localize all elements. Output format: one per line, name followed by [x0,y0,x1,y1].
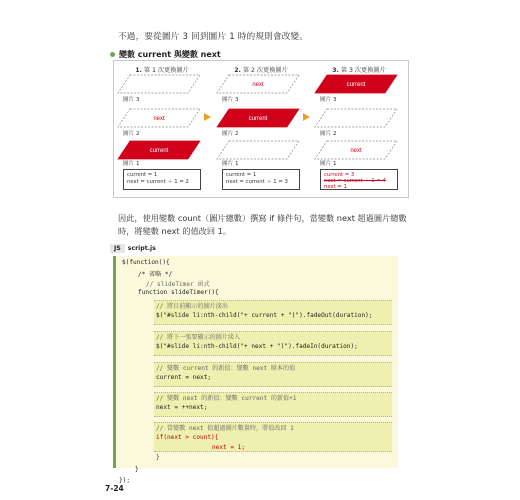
plane-label: 圖片 3 [123,97,140,103]
plane-label: 圖片 2 [320,131,337,137]
state-box: current = 3 next = current ＋ 1 = 4 next = 1 [320,169,398,190]
plane-label: 圖片 1 [320,161,337,167]
code-line: } [156,454,160,461]
code-block [113,256,398,468]
plane-label: 圖片 3 [320,97,337,103]
file-name: script.js [127,244,156,252]
code-line: next = ++next; [156,404,208,411]
column-title: 3. 第 3 次更換圖片 [332,67,386,74]
page-number: 7-24 [105,484,124,493]
plane-label: 圖片 1 [123,161,140,167]
column-title: 1. 第 1 次更換圖片 [135,67,189,74]
code-line: $("#slide li:nth-child("+ next + ")").fadeIn(duration); [156,343,358,350]
planes-diagram [114,61,210,169]
next-tag: next [252,82,264,88]
body-paragraph: 因此，使用變數 count（圖片總數）撰寫 if 條件句，當變數 next 超過圖片總數時，將變數 next 的值改回 1。 [118,213,407,236]
code-line: }); [119,477,131,484]
code-comment: // 當變數 next 值超過圖片數量時，將值改回 1 [156,425,294,432]
figure-box [113,60,409,198]
planes-diagram [311,61,407,169]
figure-title-text: 變數 current 與變數 next [119,50,221,59]
code-line: /* 省略 */ [138,271,173,278]
intro-text: 不過，要從圖片 3 回到圖片 1 時的規則會改變。 [118,32,309,42]
current-tag: current [248,116,268,122]
next-tag: next [153,116,165,122]
figure-title [110,49,221,60]
current-tag: current [149,148,169,154]
plane-label: 圖片 1 [222,161,239,167]
code-line: next = 1; [212,444,246,451]
code-comment: // 將下一張要顯示的圖片淡入 [156,334,241,341]
bullet-icon [110,52,115,57]
code-comment: // 變數 next 的新值：變數 current 的新值+1 [156,395,297,402]
code-header [110,243,156,253]
code-line: function slideTimer(){ [138,289,219,296]
next-tag: next [350,148,362,154]
figure-column-2 [213,61,309,197]
planes-diagram [213,61,309,169]
column-title: 2. 第 2 次更換圖片 [234,67,288,74]
code-line: $("#slide li:nth-child("+ current + ")").fadeOut(duration); [156,312,373,319]
code-comment: // slideTimer 函式 [146,281,210,288]
lang-badge: JS [110,244,125,253]
code-comment: // 將目前顯示的圖片淡出 [156,303,228,310]
state-box: current = 1 next = current ＋ 1 = 2 [123,169,201,190]
code-line: current = next; [156,374,212,381]
code-line: $(function(){ [122,259,170,266]
state-box: current = 1 next = current ＋ 1 = 3 [222,169,300,190]
arrow-right-icon [204,113,211,121]
plane-label: 圖片 3 [222,97,239,103]
plane-label: 圖片 2 [222,131,239,137]
code-line: } [135,466,139,473]
plane-1 [217,141,299,159]
code-comment: // 變數 current 的新值：變數 next 原本的值 [156,365,296,372]
code-line: if(next > count){ [156,434,219,441]
plane-label: 圖片 2 [123,131,140,137]
current-tag: current [346,82,366,88]
arrow-right-icon [303,113,310,121]
plane-3 [118,75,200,93]
figure-column-3 [311,61,407,197]
plane-2 [315,109,397,127]
figure-column-1 [114,61,210,197]
